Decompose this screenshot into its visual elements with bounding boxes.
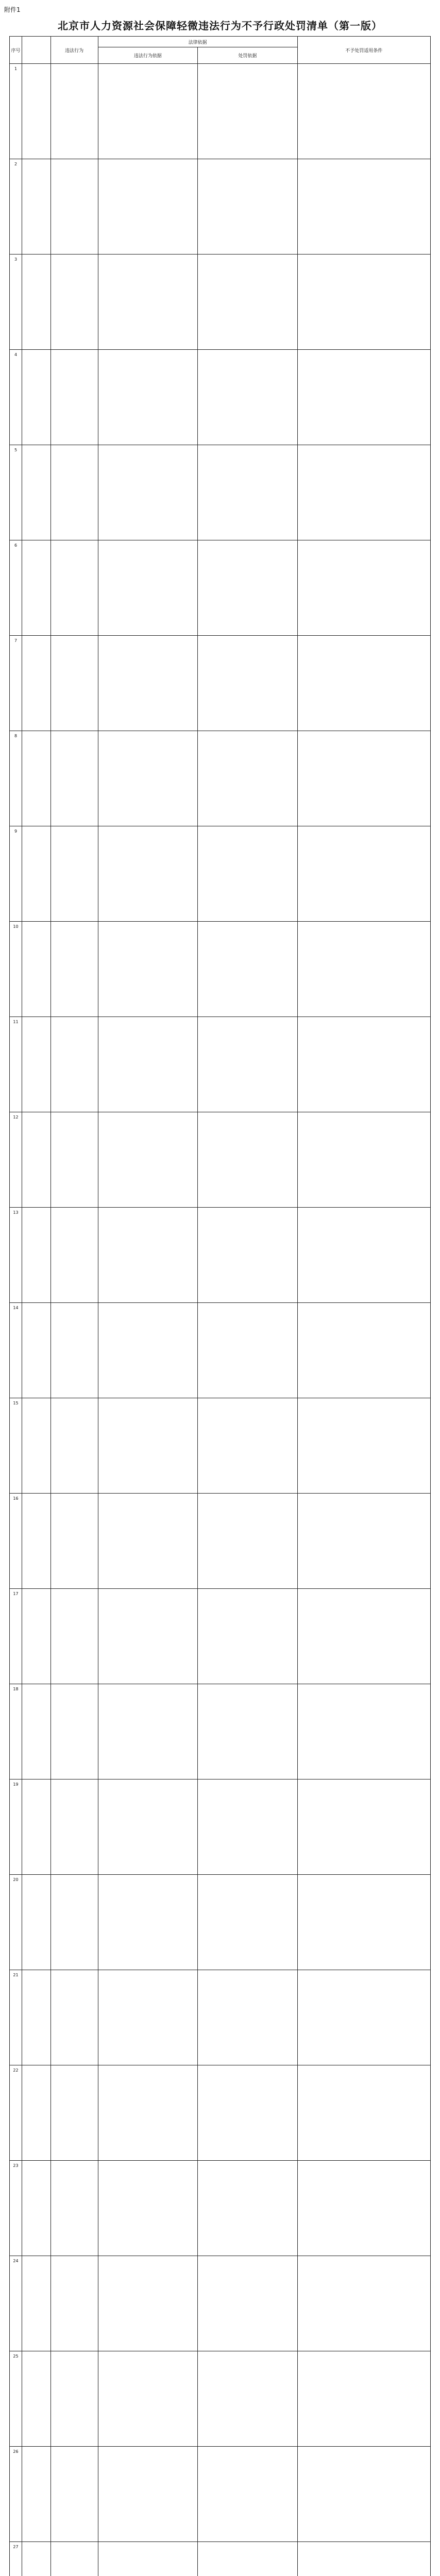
cell-violation-name: [51, 2256, 98, 2351]
cell-violation-name: [51, 1684, 98, 1779]
cell-code: [22, 64, 51, 159]
cell-violation-basis: [98, 1684, 198, 1779]
cell-code: [22, 1208, 51, 1302]
cell-no: 22: [10, 2065, 22, 2160]
cell-penalty-basis: [198, 2256, 298, 2351]
cell-violation-basis: [98, 636, 198, 731]
table-body: [10, 64, 430, 2576]
cell-code: [22, 1398, 51, 1493]
page-title: 北京市人力资源社会保障轻微违法行为不予行政处罚清单（第一版）: [58, 20, 382, 32]
header-code: [22, 37, 51, 63]
cell-penalty-basis: [198, 2065, 298, 2160]
table-row: [10, 2065, 430, 2161]
cell-violation-name: [51, 2161, 98, 2256]
cell-violation-basis: [98, 1589, 198, 1684]
cell-conditions: [298, 1208, 430, 1302]
table-row: [10, 1970, 430, 2065]
cell-violation-name: [51, 255, 98, 349]
cell-conditions: [298, 1494, 430, 1588]
cell-penalty-basis: [198, 1398, 298, 1493]
table-row: [10, 1398, 430, 1494]
cell-violation-name: [51, 1208, 98, 1302]
cell-no: 7: [10, 636, 22, 731]
cell-code: [22, 2256, 51, 2351]
cell-violation-basis: [98, 445, 198, 540]
cell-code: [22, 1589, 51, 1684]
cell-conditions: [298, 1780, 430, 1874]
cell-code: [22, 1684, 51, 1779]
table-row: [10, 922, 430, 1017]
cell-violation-basis: [98, 1494, 198, 1588]
cell-penalty-basis: [198, 1589, 298, 1684]
cell-violation-basis: [98, 159, 198, 254]
cell-violation-name: [51, 1017, 98, 1112]
cell-penalty-basis: [198, 2351, 298, 2446]
cell-no: 1: [10, 64, 22, 159]
cell-violation-name: [51, 1875, 98, 1970]
cell-code: [22, 1017, 51, 1112]
table-row: [10, 2351, 430, 2447]
cell-penalty-basis: [198, 2447, 298, 2541]
cell-conditions: [298, 922, 430, 1016]
cell-conditions: [298, 350, 430, 445]
cell-no: 12: [10, 1112, 22, 1207]
cell-violation-name: [51, 1398, 98, 1493]
cell-violation-basis: [98, 1780, 198, 1874]
cell-violation-name: [51, 1780, 98, 1874]
table-row: [10, 2256, 430, 2351]
cell-code: [22, 922, 51, 1016]
cell-penalty-basis: [198, 1303, 298, 1398]
cell-penalty-basis: [198, 445, 298, 540]
cell-code: [22, 731, 51, 826]
cell-violation-basis: [98, 731, 198, 826]
cell-violation-basis: [98, 2065, 198, 2160]
cell-violation-basis: [98, 1398, 198, 1493]
cell-violation-name: [51, 159, 98, 254]
cell-code: [22, 1494, 51, 1588]
cell-violation-basis: [98, 2256, 198, 2351]
cell-violation-name: [51, 1494, 98, 1588]
cell-violation-name: [51, 922, 98, 1016]
cell-violation-name: [51, 1589, 98, 1684]
cell-conditions: [298, 445, 430, 540]
cell-code: [22, 826, 51, 921]
cell-code: [22, 445, 51, 540]
table-row: [10, 2542, 430, 2576]
header-legal-basis: [98, 37, 298, 63]
cell-no: 27: [10, 2542, 22, 2576]
cell-code: [22, 1875, 51, 1970]
table-row: [10, 636, 430, 731]
cell-conditions: [298, 2447, 430, 2541]
table-row: [10, 445, 430, 540]
cell-code: [22, 255, 51, 349]
cell-penalty-basis: [198, 64, 298, 159]
cell-violation-name: [51, 636, 98, 731]
cell-no: 17: [10, 1589, 22, 1684]
cell-no: 21: [10, 1970, 22, 2065]
table-row: [10, 1780, 430, 1875]
cell-violation-name: [51, 540, 98, 635]
cell-code: [22, 1112, 51, 1207]
cell-code: [22, 540, 51, 635]
cell-code: [22, 1970, 51, 2065]
cell-violation-basis: [98, 1112, 198, 1207]
cell-violation-name: [51, 2351, 98, 2446]
cell-violation-name: [51, 350, 98, 445]
cell-no: 4: [10, 350, 22, 445]
table-row: [10, 159, 430, 255]
cell-penalty-basis: [198, 2542, 298, 2576]
cell-code: [22, 1780, 51, 1874]
cell-conditions: [298, 1303, 430, 1398]
cell-violation-basis: [98, 2351, 198, 2446]
cell-penalty-basis: [198, 1970, 298, 2065]
table-row: [10, 1303, 430, 1398]
table-row: [10, 255, 430, 350]
cell-conditions: [298, 636, 430, 731]
cell-code: [22, 2065, 51, 2160]
cell-penalty-basis: [198, 1875, 298, 1970]
cell-conditions: [298, 540, 430, 635]
cell-no: 19: [10, 1780, 22, 1874]
cell-penalty-basis: [198, 922, 298, 1016]
cell-no: 15: [10, 1398, 22, 1493]
cell-no: 2: [10, 159, 22, 254]
cell-conditions: [298, 159, 430, 254]
cell-no: 3: [10, 255, 22, 349]
cell-violation-name: [51, 731, 98, 826]
cell-code: [22, 2351, 51, 2446]
header-violation-basis: 违法行为依据: [98, 47, 198, 63]
cell-no: 20: [10, 1875, 22, 1970]
cell-no: 6: [10, 540, 22, 635]
header-legal-basis-label: 法律依据: [98, 37, 297, 47]
cell-conditions: [298, 826, 430, 921]
table-header: [10, 37, 430, 64]
table-row: [10, 1684, 430, 1780]
cell-violation-basis: [98, 1970, 198, 2065]
cell-violation-basis: [98, 826, 198, 921]
cell-violation-basis: [98, 255, 198, 349]
cell-violation-basis: [98, 1875, 198, 1970]
header-penalty-basis: 处罚依据: [238, 54, 257, 59]
cell-violation-name: [51, 1112, 98, 1207]
header-conditions: 不予处罚适用条件: [345, 48, 383, 54]
cell-conditions: [298, 2351, 430, 2446]
cell-penalty-basis: [198, 1684, 298, 1779]
cell-penalty-basis: [198, 1494, 298, 1588]
cell-violation-basis: [98, 1303, 198, 1398]
cell-penalty-basis: [198, 636, 298, 731]
cell-violation-basis: [98, 2161, 198, 2256]
cell-code: [22, 2447, 51, 2541]
header-no: 序号: [10, 37, 22, 63]
cell-penalty-basis: [198, 826, 298, 921]
cell-violation-name: [51, 826, 98, 921]
cell-violation-basis: [98, 540, 198, 635]
cell-violation-basis: [98, 2447, 198, 2541]
cell-violation-basis: [98, 350, 198, 445]
cell-no: 5: [10, 445, 22, 540]
header-violation-name: 违法行为: [51, 37, 98, 63]
penalty-exemption-table: [9, 36, 431, 2576]
cell-conditions: [298, 1684, 430, 1779]
cell-violation-basis: [98, 1208, 198, 1302]
cell-conditions: [298, 64, 430, 159]
cell-conditions: [298, 1112, 430, 1207]
cell-no: 26: [10, 2447, 22, 2541]
table-row: [10, 1112, 430, 1208]
cell-violation-name: [51, 445, 98, 540]
cell-penalty-basis: [198, 1208, 298, 1302]
cell-violation-name: [51, 2065, 98, 2160]
cell-penalty-basis: [198, 731, 298, 826]
cell-no: 10: [10, 922, 22, 1016]
cell-conditions: [298, 1589, 430, 1684]
cell-penalty-basis: [198, 1112, 298, 1207]
table-row: [10, 731, 430, 826]
cell-no: 18: [10, 1684, 22, 1779]
cell-code: [22, 350, 51, 445]
cell-violation-name: [51, 2447, 98, 2541]
table-row: [10, 1208, 430, 1303]
cell-no: 24: [10, 2256, 22, 2351]
cell-code: [22, 1303, 51, 1398]
cell-code: [22, 159, 51, 254]
cell-conditions: [298, 255, 430, 349]
cell-penalty-basis: [198, 350, 298, 445]
cell-penalty-basis: [198, 540, 298, 635]
cell-penalty-basis: [198, 159, 298, 254]
cell-conditions: [298, 1398, 430, 1493]
cell-no: 25: [10, 2351, 22, 2446]
table-row: [10, 540, 430, 636]
table-row: [10, 1017, 430, 1112]
cell-conditions: [298, 2542, 430, 2576]
cell-penalty-basis: [198, 1780, 298, 1874]
table-row: [10, 64, 430, 159]
cell-violation-basis: [98, 64, 198, 159]
cell-violation-basis: [98, 1017, 198, 1112]
cell-no: 8: [10, 731, 22, 826]
cell-conditions: [298, 1875, 430, 1970]
cell-penalty-basis: [198, 1017, 298, 1112]
cell-conditions: [298, 1017, 430, 1112]
cell-violation-name: [51, 1970, 98, 2065]
attachment-label: 附件1: [4, 6, 21, 13]
table-row: [10, 350, 430, 445]
table-row: [10, 1494, 430, 1589]
cell-conditions: [298, 731, 430, 826]
cell-penalty-basis: [198, 2161, 298, 2256]
cell-conditions: [298, 2065, 430, 2160]
cell-no: 16: [10, 1494, 22, 1588]
cell-violation-basis: [98, 2542, 198, 2576]
table-row: [10, 1589, 430, 1684]
cell-no: 11: [10, 1017, 22, 1112]
cell-conditions: [298, 1970, 430, 2065]
cell-code: [22, 2161, 51, 2256]
cell-penalty-basis: [198, 255, 298, 349]
cell-violation-basis: [98, 922, 198, 1016]
cell-code: [22, 2542, 51, 2576]
table-row: [10, 2447, 430, 2542]
cell-no: 14: [10, 1303, 22, 1398]
cell-no: 9: [10, 826, 22, 921]
cell-violation-name: [51, 64, 98, 159]
cell-violation-name: [51, 2542, 98, 2576]
table-row: [10, 1875, 430, 1970]
cell-violation-name: [51, 1303, 98, 1398]
table-row: [10, 826, 430, 922]
cell-no: 23: [10, 2161, 22, 2256]
cell-code: [22, 636, 51, 731]
cell-conditions: [298, 2161, 430, 2256]
cell-conditions: [298, 2256, 430, 2351]
table-row: [10, 2161, 430, 2256]
cell-no: 13: [10, 1208, 22, 1302]
